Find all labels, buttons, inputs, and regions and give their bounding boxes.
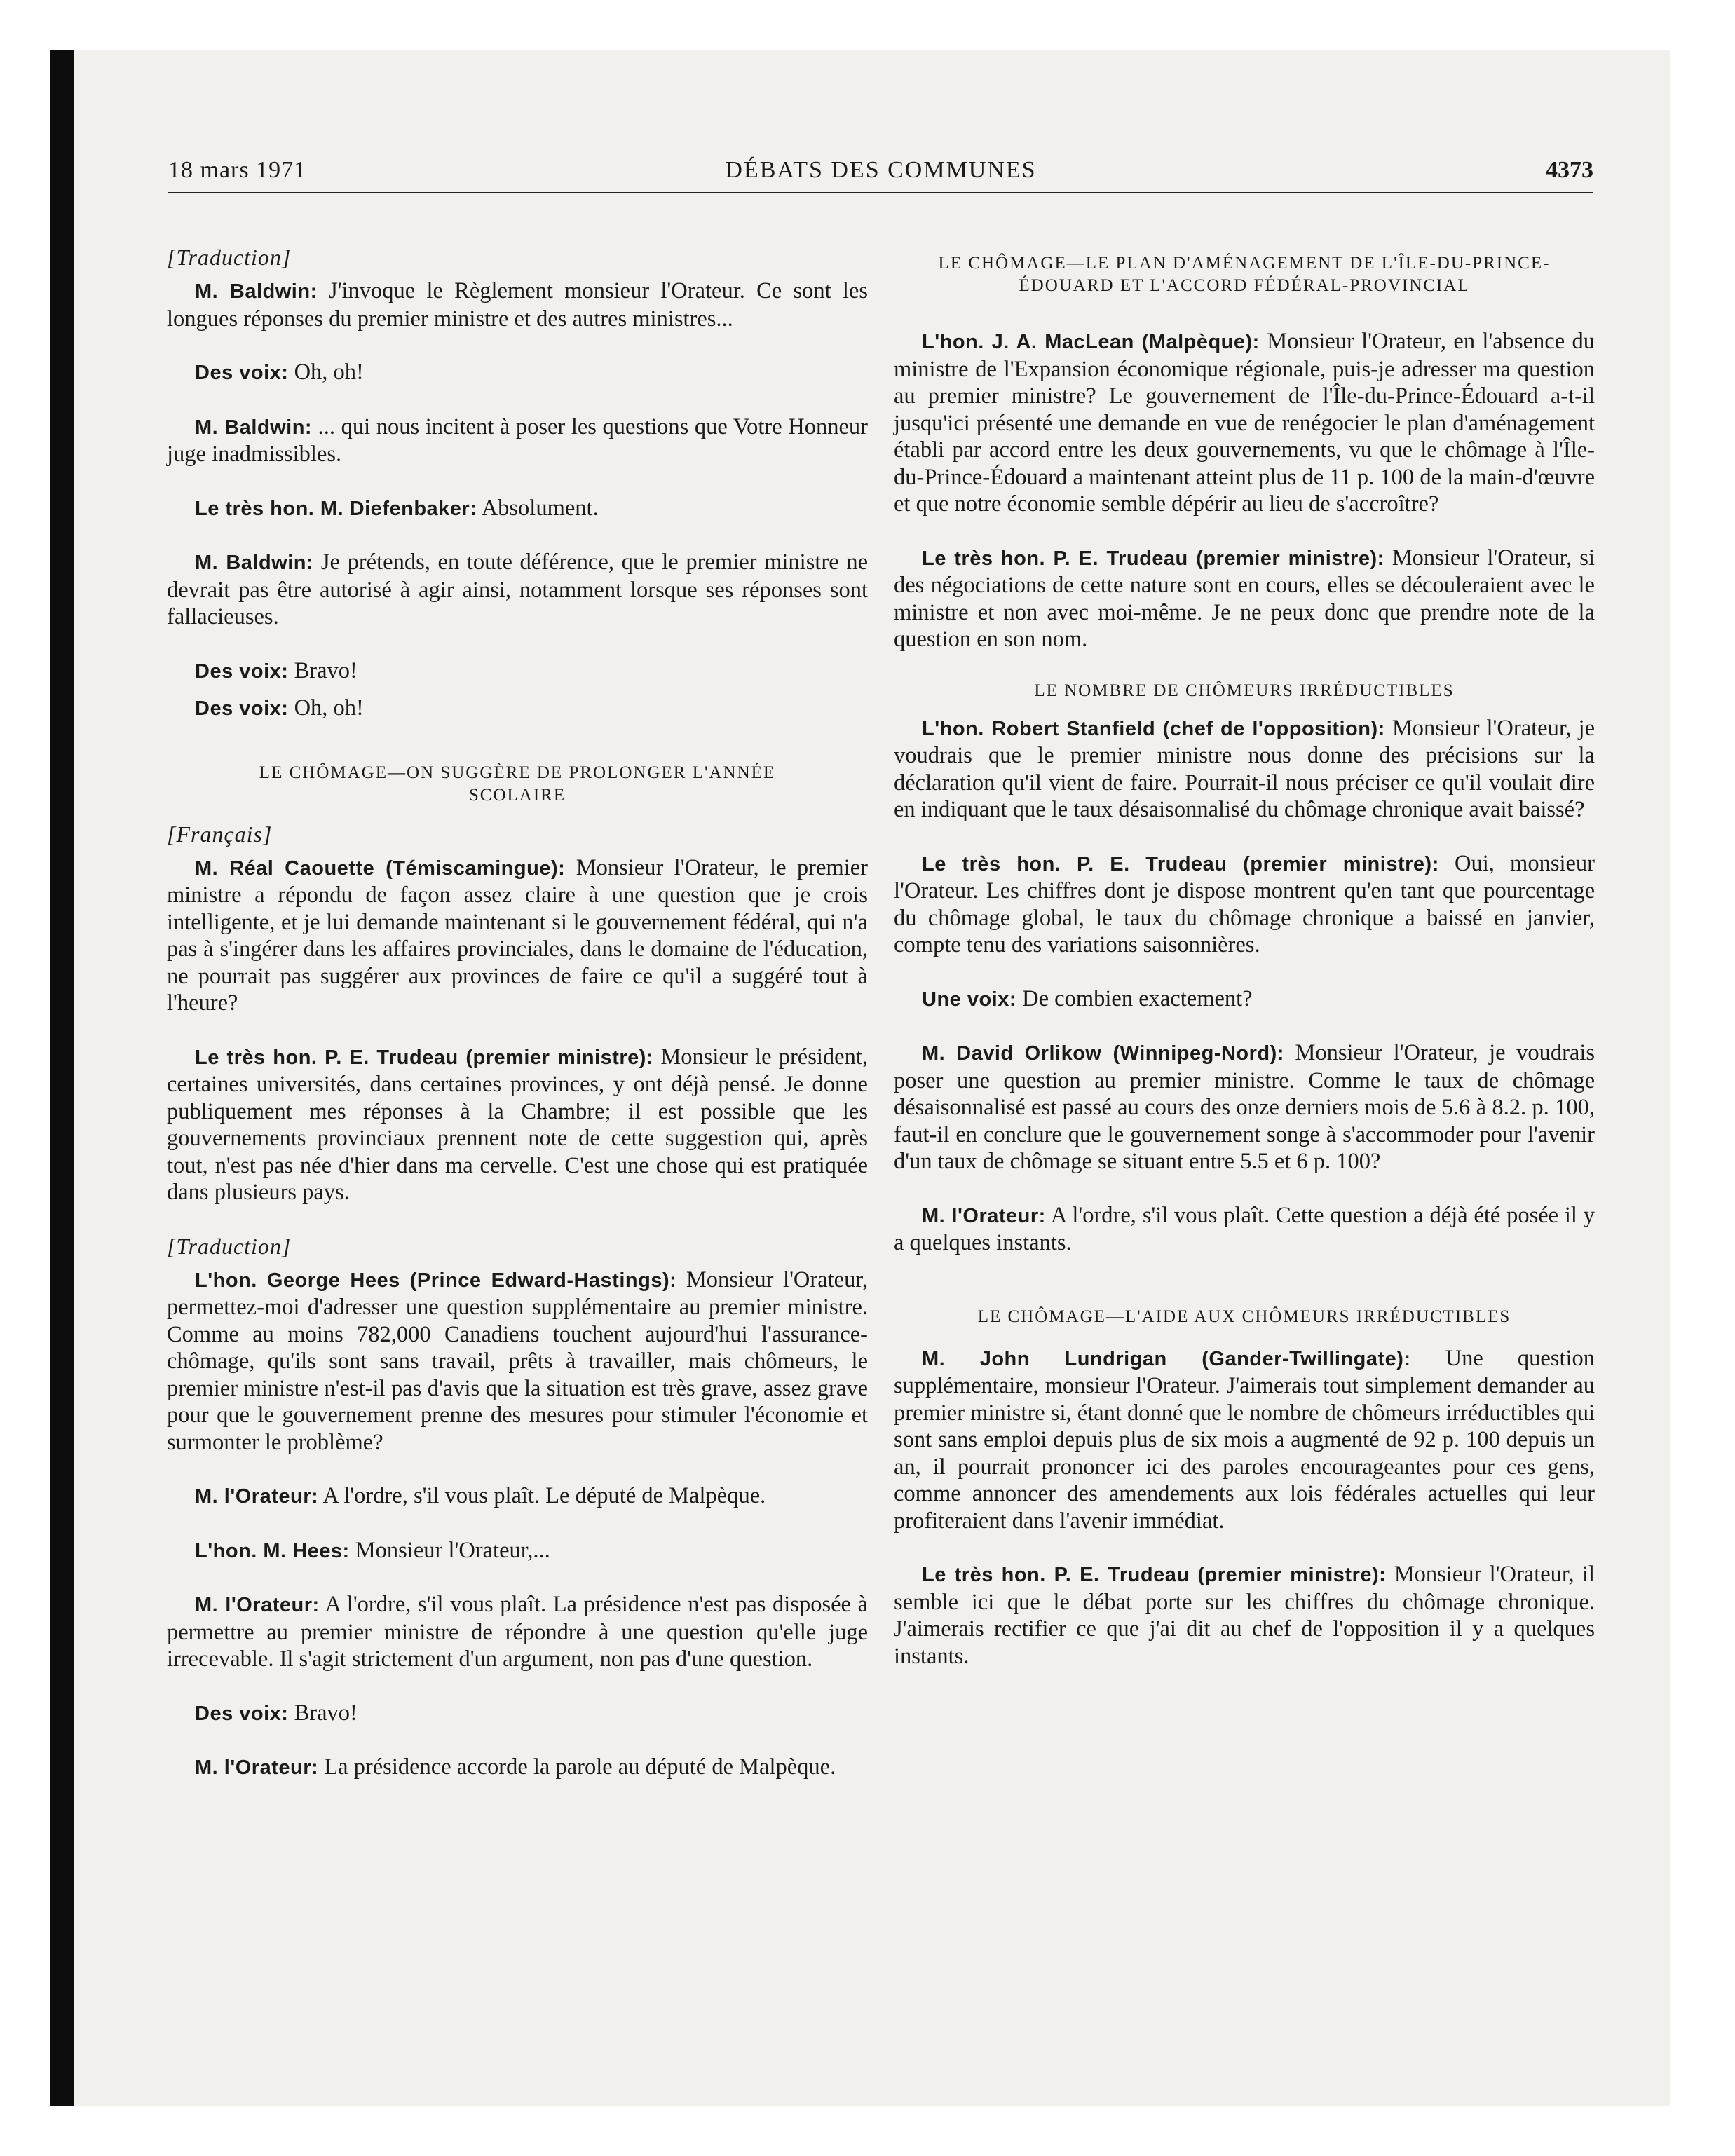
left-column: [167, 244, 868, 1808]
speech-text: Monsieur le président, certaines universités, dans certaines provinces, y ont déjà pensé. Je donne publiquement mes réponses à la Chambre; il est possible que les gouvernements provinciaux prennent note de cette suggestion qui, après tout, n'est pas née d'hier dans ma cervelle. C'est une chose qui est pratiquée dans plusieurs pays.: [167, 1044, 868, 1205]
speech-paragraph: [167, 495, 868, 523]
speech-paragraph: [167, 1044, 868, 1206]
speech-paragraph: [894, 1561, 1595, 1670]
speech-text: La présidence accorde la parole au député de Malpèque.: [318, 1754, 836, 1780]
speaker-name: Des voix:: [195, 362, 289, 384]
speaker-name: Le très hon. P. E. Trudeau (premier ministre):: [922, 852, 1439, 875]
speech-paragraph: [167, 1591, 868, 1673]
speech-paragraph: [167, 695, 868, 723]
speech-text: Oui, monsieur l'Orateur. Les chiffres dont je dispose montrent qu'en tant que pourcentage du chômage global, le taux du chômage chronique a baissé en janvier, compte tenu des variations saisonnières.: [894, 850, 1595, 957]
speaker-name: L'hon. George Hees (Prince Edward-Hastings):: [195, 1269, 677, 1292]
speech-paragraph: [894, 545, 1595, 653]
section-heading: LE CHÔMAGE—L'AIDE AUX CHÔMEURS IRRÉDUCTIBLES: [977, 1306, 1511, 1326]
section-heading: LE CHÔMAGE—LE PLAN D'AMÉNAGEMENT DE L'ÎLE-DU-PRINCE-ÉDOUARD ET L'ACCORD FÉDÉRAL-PROVINCIAL: [938, 254, 1551, 295]
language-tag: [Traduction]: [167, 245, 292, 270]
speech-text: Monsieur l'Orateur, je voudrais que le premier ministre nous donne des précisions sur la déclaration qu'il vient de faire. Pourrait-il nous préciser ce qu'il voulait dire en indiquant que le taux désaisonnalisé du chômage chronique avait baissé?: [894, 715, 1595, 822]
speech-text: De combien exactement?: [1016, 985, 1253, 1011]
header-title: DÉBATS DES COMMUNES: [725, 157, 1037, 183]
speech-paragraph: [167, 359, 868, 387]
speaker-name: M. l'Orateur:: [195, 1756, 319, 1779]
speech-text: A l'ordre, s'il vous plaît. Cette question a déjà été posée il y a quelques instants.: [894, 1202, 1595, 1255]
speech-text: Monsieur l'Orateur,...: [349, 1537, 550, 1563]
speech-text: ... qui nous incitent à poser les questions que Votre Honneur juge inadmissibles.: [167, 414, 868, 467]
speech-text: Monsieur l'Orateur, si des négociations de cette nature sont en cours, elles se découleraient avec le ministre et non avec moi-même. Je ne peux donc que prendre note de la question en son nom.: [894, 545, 1595, 652]
speaker-name: Des voix:: [195, 697, 289, 720]
header-date: 18 mars 1971: [168, 157, 307, 183]
speaker-name: L'hon. M. Hees:: [195, 1539, 350, 1562]
header-page-number: 4373: [1546, 157, 1593, 183]
speaker-name: M. l'Orateur:: [195, 1594, 320, 1616]
speech-paragraph: [894, 1202, 1595, 1257]
speech-paragraph: [894, 1345, 1595, 1535]
speech-paragraph: [167, 1482, 868, 1510]
speech-text: J'invoque le Règlement monsieur l'Orateur. Ce sont les longues réponses du premier ministre et des autres ministres...: [167, 278, 868, 332]
speaker-name: Le très hon. P. E. Trudeau (premier ministre):: [922, 1564, 1387, 1586]
speech-paragraph: [894, 1039, 1595, 1175]
speech-paragraph: [167, 549, 868, 631]
speaker-name: Le très hon. M. Diefenbaker:: [195, 497, 477, 520]
scan-edge-bar: [50, 50, 74, 2106]
speech-text: Monsieur l'Orateur, le premier ministre a répondu de façon assez claire à une question que je crois intelligente, et je lui demande maintenant si le gouvernement fédéral, qui n'a pas à s'ingérer dans les affaires provinciales, dans le domaine de l'éducation, ne pourrait pas suggérer aux provinces de faire ce qu'il a suggéré tout à l'heure?: [167, 854, 868, 1016]
speech-text: Monsieur l'Orateur, en l'absence du ministre de l'Expansion économique régionale, puis-je adresser ma question au premier ministre? Le gouvernement de l'Île-du-Prince-Édouard a-t-il jusqu'ici présenté une demande en vue de renégocier le plan d'aménagement établi par accord entre les deux gouvernements, vu que le chômage à l'Île-du-Prince-Édouard a maintenant atteint plus de 11 p. 100 de la main-d'œuvre et que notre économie semble dépérir au lieu de s'accroître?: [894, 329, 1595, 517]
speaker-name: Des voix:: [195, 660, 289, 683]
speech-text: A l'ordre, s'il vous plaît. Le député de Malpèque.: [318, 1483, 766, 1508]
speaker-name: M. l'Orateur:: [195, 1485, 319, 1508]
speech-paragraph: [167, 1537, 868, 1565]
speech-text: Absolument.: [477, 495, 599, 521]
speaker-name: Des voix:: [195, 1702, 289, 1725]
speech-text: Une question supplémentaire, monsieur l'Orateur. J'aimerais tout simplement demander au premier ministre si, étant donné que le nombre de chômeurs irréductibles qui sont sans emploi depuis plus de six mois a augmenté de 92 p. 100 depuis un an, il pourrait prononcer ici des paroles encourageantes pour ces gens, comme annoncer des amendements aux lois fédérales actuelles qui leur profiteraient dans l'avenir immédiat.: [894, 1345, 1595, 1534]
speech-paragraph: [894, 715, 1595, 824]
speech-paragraph: [167, 278, 868, 332]
speech-paragraph: [894, 328, 1595, 518]
speech-paragraph: [167, 657, 868, 685]
section-heading: LE NOMBRE DE CHÔMEURS IRRÉDUCTIBLES: [1034, 681, 1455, 700]
speech-text: Monsieur l'Orateur, permettez-moi d'adresser une question supplémentaire au premier ministre. Comme au moins 782,000 Canadiens touchent aujourd'hui l'assurance-chômage, qu'ils sont sans travail, prêts à travailler, mais chômeurs, le premier ministre n'est-il pas d'avis que la situation est très grave, assez grave pour que le gouvernement prenne des mesures pour stimuler l'économie et surmonter le problème?: [167, 1267, 868, 1455]
speaker-name: M. Baldwin:: [195, 552, 314, 574]
speaker-name: M. John Lundrigan (Gander-Twillingate):: [922, 1347, 1411, 1370]
speaker-name: Le très hon. P. E. Trudeau (premier ministre):: [922, 547, 1384, 570]
speech-text: Oh, oh!: [288, 360, 364, 385]
speaker-name: M. Baldwin:: [195, 280, 318, 303]
speech-paragraph: [167, 1754, 868, 1782]
speech-paragraph: [167, 854, 868, 1017]
speech-text: Bravo!: [288, 657, 358, 683]
speaker-name: M. Baldwin:: [195, 416, 313, 439]
speaker-name: Une voix:: [922, 988, 1017, 1011]
speech-text: Monsieur l'Orateur, je voudrais poser une question au premier ministre. Comme le taux de chômage désaisonnalisé est passé au cours des onze derniers mois de 5.6 à 8.2. p. 100, faut-il en conclure que le gouvernement songe à s'accommoder pour l'avenir d'un taux de chômage se situant entre 5.5 et 6 p. 100?: [894, 1040, 1595, 1174]
speaker-name: M. l'Orateur:: [922, 1204, 1046, 1227]
speech-paragraph: [894, 985, 1595, 1014]
speech-text: A l'ordre, s'il vous plaît. La présidence n'est pas disposée à permettre au premier ministre de répondre à une question qu'elle juge irrecevable. Il s'agit strictement d'un argument, non pas d'une question.: [167, 1592, 868, 1672]
language-tag: [Traduction]: [167, 1233, 292, 1259]
speaker-name: M. Réal Caouette (Témiscamingue):: [195, 857, 566, 880]
speech-text: Monsieur l'Orateur, il semble ici que le débat porte sur les chiffres du chômage chronique. J'aimerais rectifier ce que j'ai dit au chef de l'opposition il y a quelques instants.: [894, 1562, 1595, 1669]
speaker-name: L'hon. J. A. MacLean (Malpèque):: [922, 331, 1260, 353]
right-column: [894, 252, 1595, 1696]
speech-paragraph: [167, 1267, 868, 1456]
speech-text: Je prétends, en toute déférence, que le premier ministre ne devrait pas être autorisé à agir ainsi, notamment lorsque ses réponses sont fallacieuses.: [167, 550, 868, 629]
language-tag: [Français]: [167, 821, 273, 847]
speech-text: Bravo!: [288, 1700, 358, 1726]
speech-paragraph: [894, 850, 1595, 959]
speaker-name: L'hon. Robert Stanfield (chef de l'opposition):: [922, 717, 1385, 740]
speech-paragraph: [167, 1700, 868, 1728]
speaker-name: Le très hon. P. E. Trudeau (premier ministre):: [195, 1046, 654, 1069]
page-header: [168, 153, 1593, 193]
speech-paragraph: [167, 414, 868, 468]
section-heading: LE CHÔMAGE—ON SUGGÈRE DE PROLONGER L'ANNÉE SCOLAIRE: [259, 763, 776, 805]
speech-text: Oh, oh!: [288, 695, 364, 721]
speaker-name: M. David Orlikow (Winnipeg-Nord):: [922, 1042, 1284, 1065]
